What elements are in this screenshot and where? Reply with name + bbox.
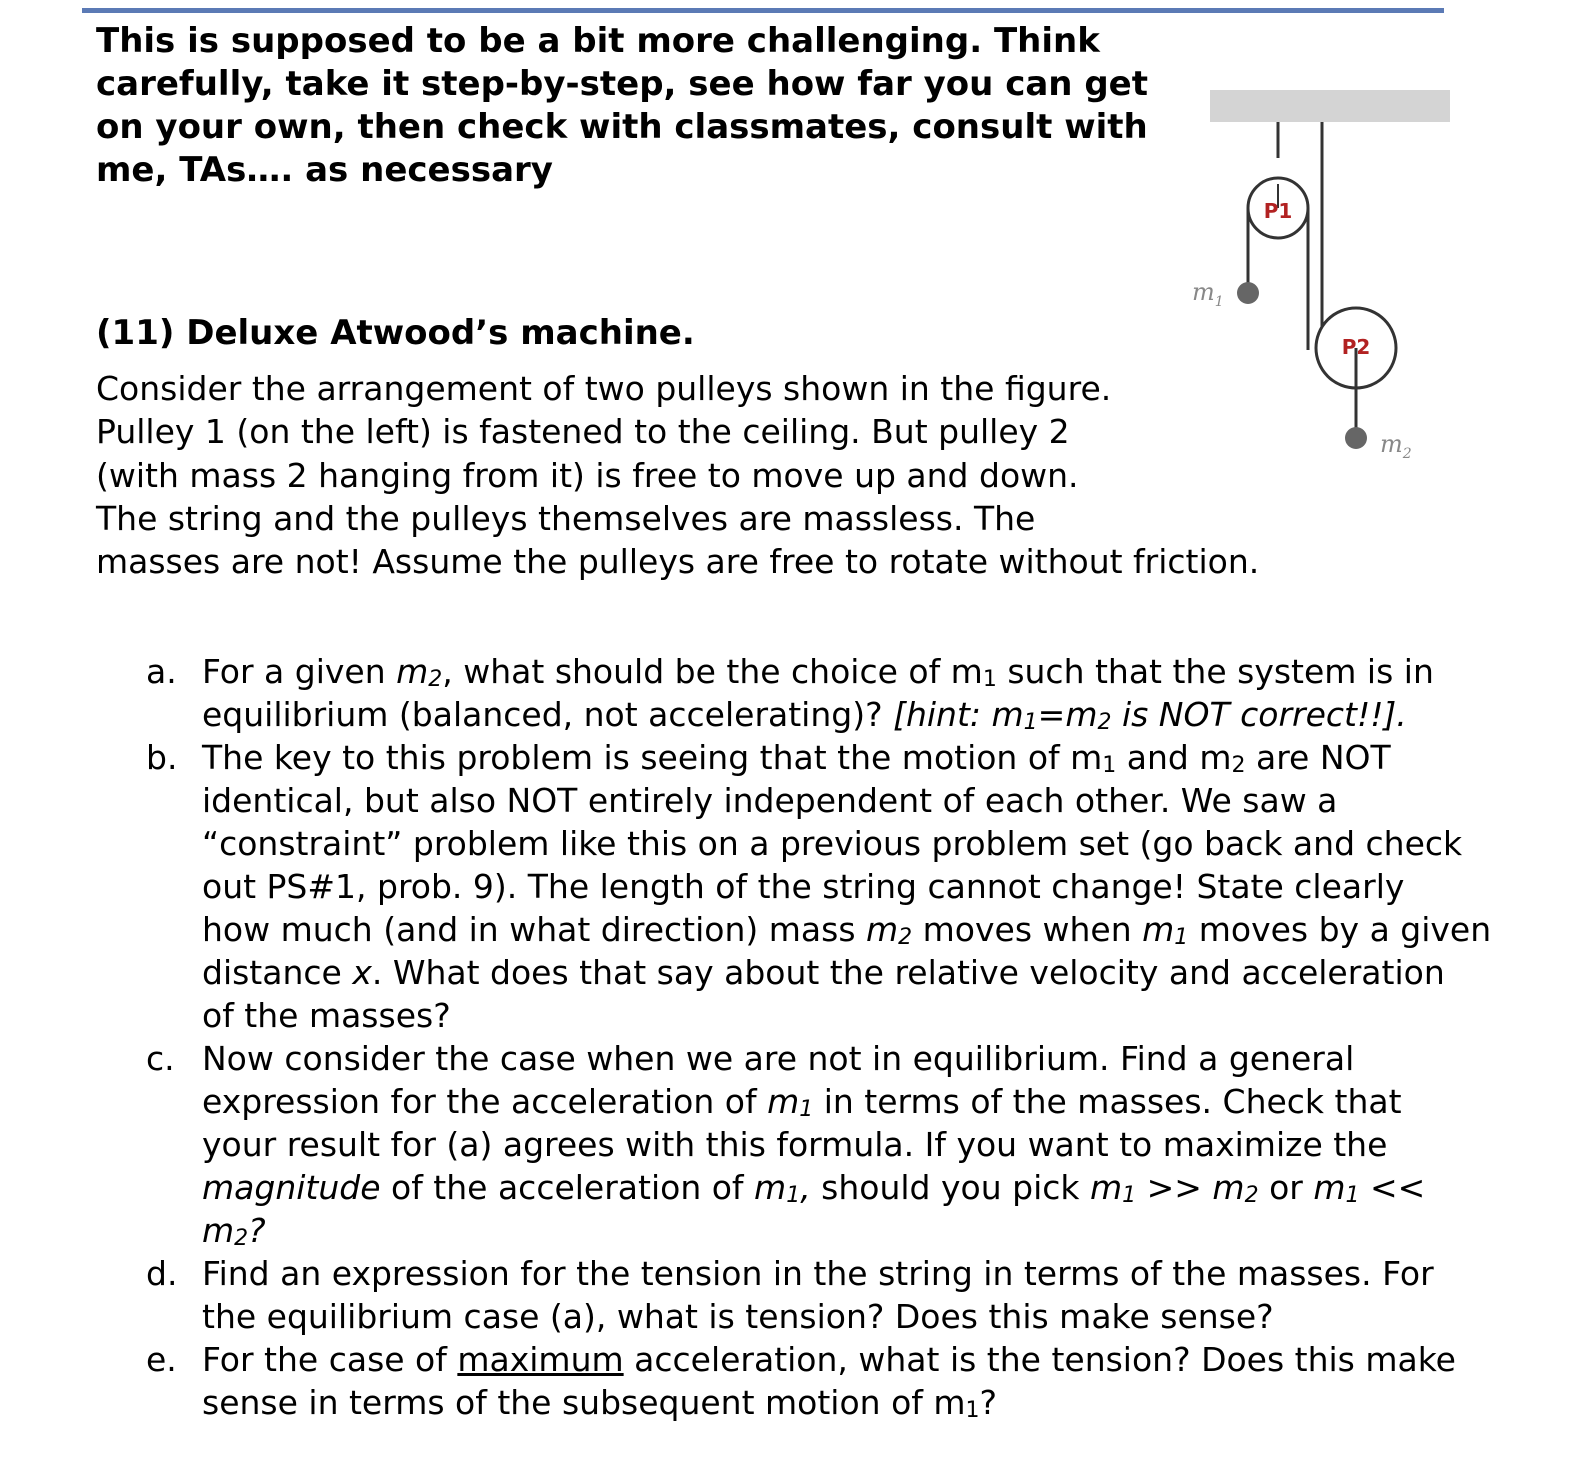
question-marker: c.	[146, 1039, 175, 1078]
question-item	[146, 650, 1446, 736]
text-run: is NOT correct!!].	[1111, 695, 1407, 734]
text-run: out PS#1, prob. 9). The length of the string cannot change! State clearly	[202, 867, 1405, 906]
subscript: 1	[786, 1183, 801, 1208]
question-line	[202, 994, 1446, 1037]
subscript: 1	[1174, 925, 1189, 950]
text-run: The key to this problem is seeing that the motion of m	[202, 738, 1103, 777]
question-line	[202, 865, 1446, 908]
text-run: m	[754, 1168, 787, 1207]
question-line	[202, 1123, 1446, 1166]
question-list	[146, 650, 1492, 1424]
question-marker: e.	[146, 1340, 177, 1379]
problem-title: (11) Deluxe Atwood’s machine.	[96, 313, 695, 353]
subscript: 1	[982, 667, 997, 692]
text-run: For a given	[202, 652, 397, 691]
question-line	[202, 1338, 1456, 1381]
text-run: maximum	[457, 1340, 624, 1379]
mass1-label	[1192, 278, 1224, 310]
subscript: 2	[1097, 710, 1112, 735]
text-run: m	[1142, 910, 1175, 949]
question-line	[202, 822, 1463, 865]
question-marker: a.	[146, 652, 177, 691]
intro-line: carefully, take it step-by-step, see how far you can get	[96, 64, 1148, 104]
intro-line: me, TAs…. as necessary	[96, 150, 553, 190]
question-line	[202, 779, 1446, 822]
question-marker: d.	[146, 1254, 178, 1293]
mass2-letter: m	[1380, 430, 1403, 458]
text-run: . What does that say about the relative velocity and acceleration	[371, 953, 1445, 992]
mass1-bob	[1237, 282, 1259, 304]
question-line	[202, 1080, 1446, 1123]
text-run: how much (and in what direction) mass	[202, 910, 866, 949]
text-run: and m	[1116, 738, 1232, 777]
subscript: 2	[1231, 753, 1246, 778]
intro-line: This is supposed to be a bit more challenging. Think	[96, 21, 1100, 61]
text-run: m	[1313, 1168, 1346, 1207]
question-line	[202, 951, 1446, 994]
pulley-figure	[1130, 60, 1530, 530]
question-line	[202, 650, 1446, 693]
question-line	[202, 1209, 1446, 1252]
problem-description	[96, 367, 1260, 583]
text-run: are NOT	[1245, 738, 1391, 777]
text-run: x	[352, 953, 372, 992]
problem-line: Consider the arrangement of two pulleys shown in the figure.	[96, 369, 1112, 408]
text-run: magnitude	[202, 1168, 381, 1207]
text-run: m	[1089, 1168, 1123, 1207]
text-run: sense in terms of the subsequent motion of m	[202, 1383, 966, 1422]
text-run: in terms of the masses. Check that	[813, 1082, 1402, 1121]
mass2-subscript: 2	[1402, 446, 1412, 462]
pulley1-label: P1	[1263, 199, 1293, 223]
text-run: ?	[979, 1383, 998, 1422]
text-run: =m	[1037, 695, 1098, 734]
ceiling	[1210, 90, 1450, 122]
text-run: , what should be the choice of m	[442, 652, 983, 691]
question-line	[202, 1037, 1446, 1080]
text-run: m	[202, 1211, 235, 1250]
question-line	[202, 1166, 1446, 1209]
text-run: [hint: m	[893, 695, 1024, 734]
question-item	[146, 1338, 1456, 1424]
text-run: m	[767, 1082, 800, 1121]
question-marker: b.	[146, 738, 178, 777]
subscript: 1	[799, 1097, 814, 1122]
text-run: the equilibrium case (a), what is tension? Does this make sense?	[202, 1297, 1274, 1336]
text-run: “constraint” problem like this on a previous problem set (go back and check	[202, 824, 1463, 863]
text-run: <<	[1359, 1168, 1426, 1207]
question-line	[202, 693, 1446, 736]
problem-line: masses are not! Assume the pulleys are free to rotate without friction.	[96, 542, 1260, 582]
text-run: ,	[800, 1168, 811, 1207]
text-run: moves when	[912, 910, 1143, 949]
text-run: equilibrium (balanced, not accelerating)?	[202, 695, 894, 734]
text-run: For the case of	[202, 1340, 458, 1379]
text-run: acceleration, what is the tension? Does this make	[623, 1340, 1456, 1379]
text-run: of the masses?	[202, 996, 451, 1035]
mass2-bob	[1345, 427, 1367, 449]
question-line	[202, 1381, 1446, 1424]
mass2-label	[1380, 430, 1412, 462]
question-item	[146, 736, 1492, 1037]
top-rule	[82, 8, 1444, 13]
text-run: identical, but also NOT entirely independent of each other. We saw a	[202, 781, 1338, 820]
pulley-diagram	[1130, 60, 1530, 530]
subscript: 1	[1122, 1183, 1137, 1208]
subscript: 2	[234, 1226, 249, 1251]
subscript: 1	[1345, 1183, 1360, 1208]
mass1-letter: m	[1192, 278, 1215, 306]
text-run: m	[866, 910, 899, 949]
question-line	[202, 736, 1446, 779]
text-run: ?	[248, 1211, 266, 1250]
text-run: should you pick	[810, 1168, 1090, 1207]
intro-paragraph	[96, 20, 1148, 192]
question-line	[202, 1295, 1446, 1338]
subscript: 2	[1244, 1183, 1259, 1208]
question-item	[146, 1252, 1446, 1338]
text-run: Find an expression for the tension in the string in terms of the masses. For	[202, 1254, 1434, 1293]
text-run: of the acceleration of	[380, 1168, 755, 1207]
problem-line: Pulley 1 (on the left) is fastened to the ceiling. But pulley 2	[96, 412, 1070, 452]
problem-line: The string and the pulleys themselves are massless. The	[96, 498, 1036, 538]
text-run: moves by a given	[1188, 910, 1492, 949]
text-run: >>	[1136, 1168, 1213, 1207]
subscript: 2	[898, 925, 913, 950]
intro-line: on your own, then check with classmates, consult with	[96, 107, 1148, 147]
text-run: m	[396, 652, 429, 691]
text-run: Now consider the case when we are not in equilibrium. Find a general	[202, 1039, 1355, 1078]
text-run: or	[1258, 1168, 1314, 1207]
text-run: your result for (a) agrees with this formula. If you want to maximize the	[202, 1125, 1388, 1164]
subscript: 1	[1023, 710, 1038, 735]
question-item	[146, 1037, 1446, 1252]
pulley2-label: P2	[1341, 335, 1371, 359]
subscript: 1	[1102, 753, 1117, 778]
text-run: expression for the acceleration of	[202, 1082, 768, 1121]
mass1-subscript: 1	[1214, 294, 1224, 310]
text-run: distance	[202, 953, 353, 992]
text-run: m	[1212, 1168, 1245, 1207]
problem-line: (with mass 2 hanging from it) is free to move up and down.	[96, 455, 1079, 495]
subscript: 1	[965, 1398, 980, 1423]
text-run: such that the system is in	[996, 652, 1434, 691]
question-line	[202, 1252, 1446, 1295]
question-line	[202, 908, 1492, 951]
subscript: 2	[428, 667, 443, 692]
